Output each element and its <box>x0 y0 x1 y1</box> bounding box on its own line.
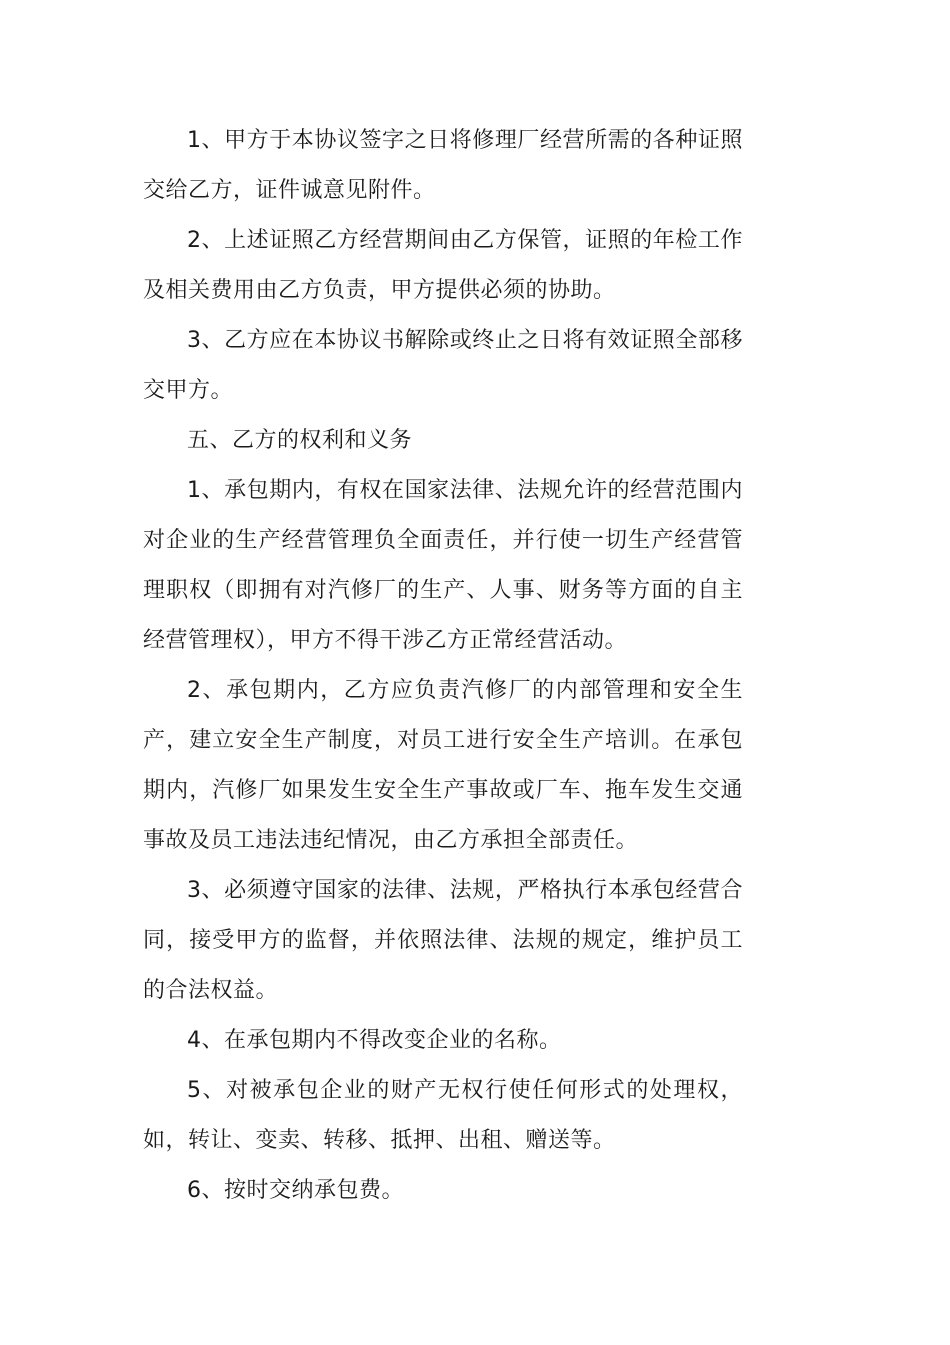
paragraph-company-name: 4、在承包期内不得改变企业的名称。 <box>187 1028 562 1053</box>
paragraph-license-handover: 1、甲方于本协议签字之日将修理厂经营所需的各种证照交给乙方，证件诚意见附件。 <box>143 128 743 203</box>
paragraph-property-disposal: 5、对被承包企业的财产无权行使任何形式的处理权，如，转让、变卖、转移、抵押、出租、赠送等。 <box>143 1078 743 1153</box>
paragraph-contract-fee: 6、按时交纳承包费。 <box>187 1178 404 1203</box>
paragraph-legal-compliance: 3、必须遵守国家的法律、法规，严格执行本承包经营合同，接受甲方的监督，并依照法律、法规的规定，维护员工的合法权益。 <box>143 878 743 1003</box>
paragraph-license-custody: 2、上述证照乙方经营期间由乙方保管，证照的年检工作及相关费用由乙方负责，甲方提供必须的协助。 <box>143 228 743 303</box>
paragraph-management-rights: 1、承包期内，有权在国家法律、法规允许的经营范围内对企业的生产经营管理负全面责任，并行使一切生产经营管理职权（即拥有对汽修厂的生产、人事、财务等方面的自主经营管理权），甲方不得干涉乙方正常经营活动。 <box>143 478 743 653</box>
paragraph-safety-responsibility: 2、承包期内，乙方应负责汽修厂的内部管理和安全生产，建立安全生产制度，对员工进行安全生产培训。在承包期内，汽修厂如果发生安全生产事故或厂车、拖车发生交通事故及员工违法违纪情况，由乙方承担全部责任。 <box>143 678 743 853</box>
paragraph-license-return: 3、乙方应在本协议书解除或终止之日将有效证照全部移交甲方。 <box>143 328 743 403</box>
document-body <box>143 116 743 1216</box>
section-heading-rights-obligations: 五、乙方的权利和义务 <box>187 428 413 453</box>
